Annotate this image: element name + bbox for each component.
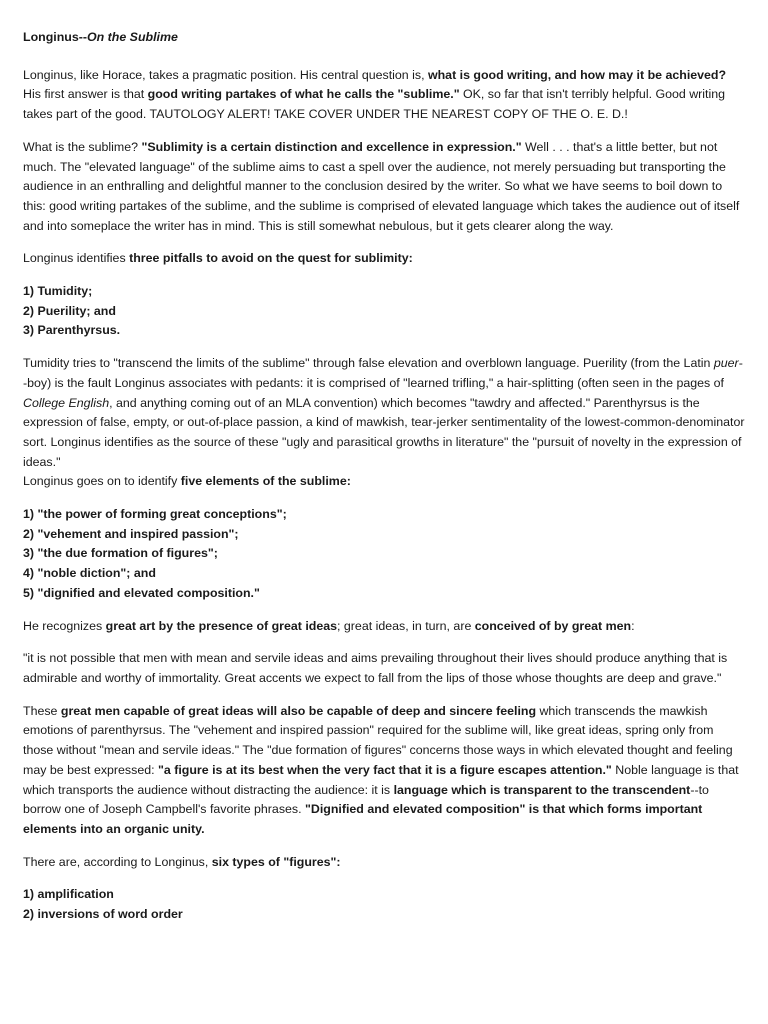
list-item: 1) Tumidity;: [23, 284, 93, 299]
figures-list: [23, 885, 746, 924]
bold-text: "Sublimity is a certain distinction and excellence in expression.": [141, 139, 522, 154]
text: ; great ideas, in turn, are: [337, 618, 475, 633]
block-quote: "it is not possible that men with mean and servile ideas and aims prevailing throughout their lives should produce anything that is admirable and worthy of immortality. Great accents we expect to fall from the lips of those whose thoughts are deep and grave.": [23, 651, 728, 685]
list-item: 4) "noble diction"; and: [23, 566, 156, 581]
text: which transcends the mawkish emotions of parenthyrsus. The "vehement and inspired passion" required for the sublime will, like great ideas, spring only from those without "mean and servile ideas." The "due formation of figures" concerns those ways in which elevated thought and feeling may be best expressed:: [23, 703, 733, 777]
italic-text: puer: [713, 356, 739, 371]
bold-text: three pitfalls to avoid on the quest for sublimity:: [129, 251, 413, 266]
text: Tumidity tries to "transcend the limits of the sublime" through false elevation and overblown language. Puerility (from the Latin: [23, 356, 714, 371]
bold-text: language which is transparent to the transcendent: [393, 782, 691, 797]
paragraph-figures-intro: [23, 853, 746, 873]
text: There are, according to Longinus,: [23, 854, 212, 869]
bold-text: conceived of by great men: [474, 618, 632, 633]
list-item: 2) inversions of word order: [23, 907, 183, 922]
elements-list: [23, 505, 746, 604]
text: Well . . . that's a little better, but not much. The "elevated language" of the sublime aims to cast a spell over the audience, not merely persuading but transporting the audience in an enthralling and delightful manner to the conclusion desired by the writer. So what we have seems to boil down to this: good writing partakes of the sublime, and the sublime is comprised of elevated language which takes the audience out of itself and into someplace the writer has in mind. This is still somewhat nebulous, but it gets clearer along the way.: [23, 139, 740, 233]
document-title: [23, 28, 746, 48]
paragraph-what-is-sublime: [23, 138, 746, 237]
text: These: [23, 703, 61, 718]
text: What is the sublime?: [23, 139, 142, 154]
text: Noble language is that which transports the audience without distracting the audience: it is: [23, 762, 739, 797]
paragraph-central-question: [23, 66, 746, 125]
text: :: [631, 618, 635, 633]
italic-text: College English: [23, 395, 110, 410]
bold-text: six types of "figures":: [211, 854, 341, 869]
title-author: Longinus--: [23, 30, 87, 44]
bold-text: five elements of the sublime:: [180, 474, 351, 489]
text: He recognizes: [23, 618, 106, 633]
paragraph-elements-intro: [23, 472, 746, 492]
paragraph-great-men: [23, 702, 746, 840]
title-work: On the Sublime: [87, 30, 178, 44]
paragraph-pitfalls-intro: [23, 249, 746, 269]
paragraph-great-ideas: [23, 617, 746, 637]
list-item: 5) "dignified and elevated composition.": [23, 585, 260, 600]
list-item: 1) "the power of forming great conceptions";: [23, 507, 287, 522]
pitfalls-list: [23, 282, 746, 341]
list-item: 2) "vehement and inspired passion";: [23, 526, 239, 541]
bold-text: "Dignified and elevated composition" is that which forms important elements into an organic unity.: [23, 802, 703, 836]
text: OK, so far that isn't terribly helpful. Good writing takes part of the good. TAUTOLOGY ALERT! TAKE COVER UNDER THE NEAREST COPY OF THE O. E. D.!: [23, 87, 726, 122]
text: , and anything coming out of an MLA convention) which becomes "tawdry and affected." Parenthyrsus is the expression of false, empty, or out-of-place passion, a kind of mawkish, tear-jerker sentimentality of the lowest-common-denominator sort. Longinus identifies as the source of these "ugly and parasitical growths in literature" the "pursuit of novelty in the expression of ideas.": [23, 395, 745, 469]
text: Longinus identifies: [23, 251, 130, 266]
bold-text: "a figure is at its best when the very fact that it is a figure escapes attention.": [158, 762, 612, 777]
text: Longinus, like Horace, takes a pragmatic position. His central question is,: [23, 67, 428, 82]
list-item: 3) Parenthyrsus.: [23, 323, 121, 338]
text: --to borrow one of Joseph Campbell's favorite phrases.: [23, 782, 709, 817]
bold-text: great men capable of great ideas will also be capable of deep and sincere feeling: [60, 703, 537, 718]
text: --boy) is the fault Longinus associates with pedants: it is comprised of "learned trifling," a hair-splitting (often seen in the pages of: [23, 356, 743, 390]
bold-text: great art by the presence of great ideas: [105, 618, 338, 633]
text: His first answer is that: [23, 87, 148, 102]
bold-text: good writing partakes of what he calls the "sublime.": [147, 87, 460, 102]
bold-text: what is good writing, and how may it be achieved?: [427, 67, 727, 82]
list-item: 1) amplification: [23, 887, 114, 902]
list-item: 3) "the due formation of figures";: [23, 546, 218, 561]
list-item: 2) Puerility; and: [23, 303, 116, 318]
paragraph-tumidity: [23, 354, 746, 472]
text: Longinus goes on to identify: [23, 474, 181, 489]
